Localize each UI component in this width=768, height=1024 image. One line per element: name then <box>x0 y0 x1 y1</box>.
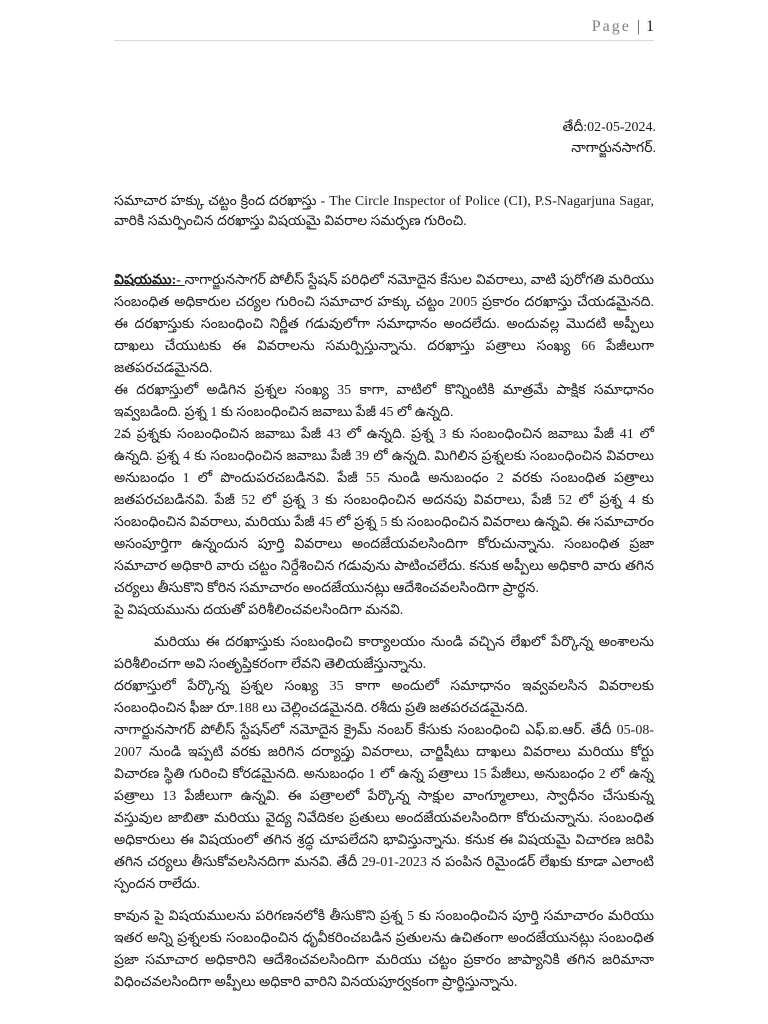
page-number: 1 <box>646 18 654 35</box>
paragraph: ఈ దరఖాస్తులో అడిగిన ప్రశ్నల సంఖ్య 35 కాగా, వాటిలో కొన్నింటికి మాత్రమే పాక్షిక సమాధానం ఇవ్వబడింది. ప్రశ్న 1 కు సంబంధించిన జవాబు పేజీ 45 లో ఉన్నది. <box>114 383 654 420</box>
date-block <box>563 117 657 159</box>
paragraph-subject <box>114 270 654 380</box>
document-body <box>114 270 654 994</box>
paragraph: దరఖాస్తులో పేర్కొన్న ప్రశ్నల సంఖ్య 35 కాగా అందులో సమాధానం ఇవ్వవలసిన వివరాలకు సంబంధించిన ఫీజు రూ.188 లు చెల్లించడమైనది. రశీదు ప్రతి జతపరచడమైనది. <box>114 679 654 716</box>
lead-suffix: వారికి సమర్పించిన దరఖాస్తు విషయమై వివరాల సమర్పణ గురించి. <box>114 214 467 229</box>
page-separator: | <box>636 18 640 35</box>
page-header <box>114 18 654 41</box>
paragraph: పై విషయమును దయతో పరిశీలించవలసిందిగా మనవి. <box>114 603 404 618</box>
paragraph: 2వ ప్రశ్నకు సంబంధించిన జవాబు పేజీ 43 లో ఉన్నది. ప్రశ్న 3 కు సంబంధించిన జవాబు పేజీ 41 లో ఉన్నది. ప్రశ్న 4 కు సంబంధించిన జవాబు పేజీ 39 లో ఉన్నది. మిగిలిన ప్రశ్నలకు సంబంధించిన వివరాలు అనుబంధం 1 లో పొందుపరచబడినవి. పేజీ 55 నుండి అనుబంధం 2 వరకు సంబంధిత పత్రాలు జతపరచబడినవి. పేజీ 52 లో ప్రశ్న 3 కు సంబంధించిన అదనపు వివరాలు, పేజీ 52 లో ప్రశ్న 4 కు సంబంధించిన వివరాలు, మరియు పేజీ 45 లో ప్రశ్న 5 కు సంబంధించిన వివరాలు ఉన్నవి. ఈ సమాచారం అసంపూర్తిగా ఉన్నందున పూర్తి వివరాలు అందజేయవలసిందిగా కోరుచున్నాను. సంబంధిత ప్రజా సమాచార అధికారి వారు చట్టం నిర్దేశించిన గడువును పాటించలేదు. కనుక అప్పీలు అధికారి వారు తగిన చర్యలు తీసుకొని కోరిన సమాచారం అందజేయునట్లు ఆదేశించవలసిందిగా ప్రార్థన. <box>114 427 654 596</box>
paragraph: కావున పై విషయములను పరిగణనలోకి తీసుకొని ప్రశ్న 5 కు సంబంధించిన పూర్తి సమాచారం మరియు ఇతర అన్ని ప్రశ్నలకు సంబంధించిన ధృవీకరించబడిన ప్రతులను ఉచితంగా అందజేయునట్లు సంబంధిత ప్రజా సమాచార అధికారిని ఆదేశించవలసిందిగా మరియు చట్టం ప్రకారం జాప్యానికి తగిన జరిమానా విధించవలసిందిగా అప్పీలు అధికారి వారిని వినయపూర్వకంగా ప్రార్థిస్తున్నాను. <box>114 909 654 990</box>
date-line: తేదీ:02-05-2024. <box>562 120 656 135</box>
page-label: Page <box>591 18 631 35</box>
lead-prefix: సమాచార హక్కు చట్టం క్రింద దరఖాస్తు - <box>114 194 330 209</box>
place-line: నాగార్జునసాగర్. <box>571 141 656 156</box>
paragraph: మరియు ఈ దరఖాస్తుకు సంబంధించి కార్యాలయం నుండి వచ్చిన లేఖలో పేర్కొన్న అంశాలను పరిశీలించగా అవి సంతృప్తికరంగా లేవని తెలియజేస్తున్నాను. <box>114 635 654 672</box>
paragraph-text: నాగార్జునసాగర్ పోలీస్ స్టేషన్ పరిధిలో నమోదైన కేసుల వివరాలు, వాటి పురోగతి మరియు సంబంధిత అధికారుల చర్యల గురించి సమాచార హక్కు చట్టం 2005 ప్రకారం దరఖాస్తు చేయడమైనది. ఈ దరఖాస్తుకు సంబంధించి నిర్ణీత గడువులోగా సమాధానం అందలేదు. అందువల్ల మొదటి అప్పీలు దాఖలు చేయుటకు ఈ వివరాలను సమర్పిస్తున్నాను. దరఖాస్తు పత్రాలు సంఖ్య 66 పేజీలుగా జతపరచడమైనది. <box>114 273 655 376</box>
lead-paragraph <box>114 192 654 232</box>
paragraph: నాగార్జునసాగర్ పోలీస్ స్టేషన్‌లో నమోదైన క్రైమ్ నంబర్ కేసుకు సంబంధించి ఎఫ్.ఐ.ఆర్. తేదీ 05-08-2007 నుండి ఇప్పటి వరకు జరిగిన దర్యాప్తు వివరాలు, చార్జిషీటు దాఖలు వివరాలు మరియు కోర్టు విచారణ స్థితి గురించి కోరడమైనది. అనుబంధం 1 లో ఉన్న పత్రాలు 15 పేజీలు, అనుబంధం 2 లో ఉన్న పత్రాలు 13 పేజీలుగా ఉన్నవి. ఈ పత్రాలలో పేర్కొన్న సాక్షుల వాంగ్మూలాలు, స్వాధీనం చేసుకున్న వస్తువుల జాబితా మరియు వైద్య నివేదికల ప్రతులు అందజేయవలసిందిగా కోరుచున్నాను. సంబంధిత అధికారులు ఈ విషయంలో తగిన శ్రద్ధ చూపలేదని భావిస్తున్నాను. కనుక ఈ విషయమై విచారణ జరిపి తగిన చర్యలు తీసుకోవలసినదిగా మనవి. తేదీ 29-01-2023 న పంపిన రిమైండర్ లేఖకు కూడా ఎలాంటి స్పందన రాలేదు. <box>114 723 654 892</box>
subject-label: విషయము:- <box>114 273 185 288</box>
lead-addressee: The Circle Inspector of Police (CI), P.S-Nagarjuna Sagar, <box>329 194 654 209</box>
